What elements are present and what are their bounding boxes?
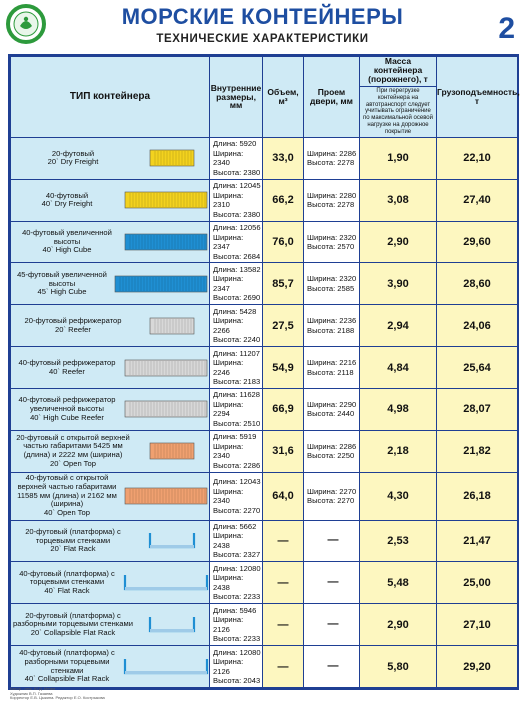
dimension-line: Высота: 2684 bbox=[213, 251, 261, 261]
table-row bbox=[11, 305, 518, 347]
container-icon bbox=[123, 230, 209, 254]
credit-line: Художник В.П. Газаева bbox=[10, 690, 53, 696]
dimension-line: Ширина: 2294 bbox=[213, 399, 244, 419]
container-name-en: 40` High Cube bbox=[42, 245, 92, 255]
container-icon bbox=[123, 188, 209, 212]
dimension-line: Ширина: 2347 bbox=[213, 232, 244, 252]
container-name-en: 20` Dry Freight bbox=[47, 157, 99, 167]
container-name-ru: 40-футовый рефрижератор bbox=[18, 357, 116, 367]
col-type-header: ТИП контейнера bbox=[11, 57, 210, 138]
credit-line: Корректор Е.В. Цыкина. Редактор Е.О. Кострыкова bbox=[10, 695, 105, 700]
container-name-en: 40` Collapsible Flat Rack bbox=[24, 674, 110, 684]
flat-rack-icon bbox=[123, 655, 209, 679]
capacity-cell: 24,06 bbox=[437, 305, 518, 347]
container-name-en: 40` Open Top bbox=[44, 508, 90, 518]
door-dimension-line: Высота: 2440 bbox=[307, 409, 355, 419]
door-dimension-line: Ширина: 2286 bbox=[307, 148, 357, 158]
dimension-line: Длина: 5946 bbox=[213, 605, 257, 615]
volume-cell: — bbox=[263, 604, 304, 646]
dimension-line: Высота: 2233 bbox=[213, 592, 261, 602]
internal-dims-cell bbox=[210, 221, 263, 263]
container-name-en: 20` Collapsible Flat Rack bbox=[30, 627, 116, 637]
container-type-cell bbox=[11, 263, 210, 305]
door-opening-cell bbox=[304, 305, 360, 347]
dimension-line: Длина: 12080 bbox=[213, 647, 261, 657]
table-row bbox=[11, 472, 518, 520]
container-name-en: 40` High Cube Reefer bbox=[30, 412, 104, 422]
internal-dims-cell bbox=[210, 263, 263, 305]
table-row bbox=[11, 562, 518, 604]
door-dimension-line: Высота: 2188 bbox=[307, 325, 355, 335]
container-type-cell bbox=[11, 221, 210, 263]
dimension-line: Длина: 5428 bbox=[213, 306, 257, 316]
dimension-line: Высота: 2286 bbox=[213, 460, 261, 470]
table-row bbox=[11, 520, 518, 562]
dimension-line: Высота: 2043 bbox=[213, 675, 261, 685]
credit-line: Автор - инж. Ю.Д. Мемм bbox=[10, 686, 56, 691]
container-type-cell bbox=[11, 388, 210, 430]
door-dimension-line: Ширина: 2320 bbox=[307, 274, 357, 284]
container-name-en: 40` Dry Freight bbox=[41, 199, 93, 209]
dimension-line: Высота: 2270 bbox=[213, 505, 261, 515]
container-name-ru: 20-футовый (платформа) с разборными торцевыми стенками bbox=[13, 610, 133, 629]
credits bbox=[10, 687, 105, 701]
container-type-cell bbox=[11, 347, 210, 389]
volume-cell: 31,6 bbox=[263, 430, 304, 472]
mass-cell: 2,53 bbox=[360, 520, 437, 562]
container-icon bbox=[123, 484, 209, 508]
dimension-line: Ширина: 2347 bbox=[213, 274, 244, 293]
door-dimension-line: Ширина: 2280 bbox=[307, 190, 357, 200]
door-opening-cell bbox=[304, 604, 360, 646]
table-row bbox=[11, 221, 518, 263]
flat-rack-icon bbox=[148, 613, 196, 637]
container-name-ru: 40-футовый увеличенной высоты bbox=[22, 227, 112, 246]
door-dimension-line: Высота: 2270 bbox=[307, 496, 355, 506]
dimension-line: Ширина: 2266 bbox=[213, 316, 244, 335]
capacity-cell: 25,64 bbox=[437, 347, 518, 389]
mass-cell: 4,98 bbox=[360, 388, 437, 430]
container-type-cell bbox=[11, 604, 210, 646]
mass-cell: 2,18 bbox=[360, 430, 437, 472]
flat-rack-icon bbox=[123, 571, 209, 595]
door-opening-cell bbox=[304, 347, 360, 389]
capacity-cell: 21,82 bbox=[437, 430, 518, 472]
container-icon bbox=[113, 272, 209, 296]
mass-cell: 3,08 bbox=[360, 179, 437, 221]
dimension-line: Длина: 11207 bbox=[213, 348, 261, 358]
mass-cell: 2,90 bbox=[360, 221, 437, 263]
dimension-line: Высота: 2690 bbox=[213, 293, 261, 303]
door-dimension-line: Ширина: 2236 bbox=[307, 316, 357, 326]
capacity-cell: 28,60 bbox=[437, 263, 518, 305]
container-name-en: 20` Reefer bbox=[55, 324, 91, 334]
mass-cell: 3,90 bbox=[360, 263, 437, 305]
volume-cell: 64,0 bbox=[263, 472, 304, 520]
volume-cell: — bbox=[263, 520, 304, 562]
door-opening-cell bbox=[304, 646, 360, 688]
internal-dims-cell bbox=[210, 388, 263, 430]
door-dimension-line: Высота: 2278 bbox=[307, 200, 355, 210]
container-name-ru: 45-футовый увеличенной высоты bbox=[17, 269, 107, 288]
dimension-line: Ширина: 2310 bbox=[213, 190, 244, 210]
internal-dims-cell bbox=[210, 305, 263, 347]
dimension-line: Ширина: 2126 bbox=[213, 657, 244, 676]
capacity-cell: 27,10 bbox=[437, 604, 518, 646]
container-name-en: 20` Open Top bbox=[50, 458, 96, 468]
volume-cell: 33,0 bbox=[263, 138, 304, 180]
containers-table-frame bbox=[8, 54, 519, 690]
dimension-line: Длина: 5662 bbox=[213, 521, 257, 531]
capacity-cell: 25,00 bbox=[437, 562, 518, 604]
page-number: 2 bbox=[498, 12, 515, 45]
dimension-line: Длина: 13582 bbox=[213, 264, 261, 274]
col-mass-header bbox=[360, 57, 437, 138]
internal-dims-cell bbox=[210, 347, 263, 389]
mass-cell: 1,90 bbox=[360, 138, 437, 180]
door-dimension-line: Высота: 2118 bbox=[307, 367, 354, 377]
door-opening-cell bbox=[304, 472, 360, 520]
internal-dims-cell bbox=[210, 472, 263, 520]
dimension-line: Ширина: 2438 bbox=[213, 573, 244, 592]
capacity-cell: 29,20 bbox=[437, 646, 518, 688]
dimension-line: Высота: 2380 bbox=[213, 209, 261, 219]
volume-cell: 66,2 bbox=[263, 179, 304, 221]
volume-cell: — bbox=[263, 646, 304, 688]
capacity-cell: 27,40 bbox=[437, 179, 518, 221]
container-type-cell bbox=[11, 562, 210, 604]
container-name-en: 45` High Cube bbox=[37, 287, 87, 297]
door-opening-cell bbox=[304, 138, 360, 180]
table-row bbox=[11, 263, 518, 305]
container-icon bbox=[148, 146, 196, 170]
col-door-header: Проем двери, мм bbox=[304, 57, 360, 138]
container-name-ru: 40-футовый (платформа) с торцевыми стенками bbox=[19, 568, 115, 587]
col-volume-header: Объем, м³ bbox=[263, 57, 304, 138]
dimension-line: Длина: 12045 bbox=[213, 181, 261, 191]
page-subtitle: ТЕХНИЧЕСКИЕ ХАРАКТЕРИСТИКИ bbox=[156, 33, 369, 45]
container-icon bbox=[148, 314, 196, 338]
capacity-cell: 22,10 bbox=[437, 138, 518, 180]
internal-dims-cell bbox=[210, 604, 263, 646]
dimension-line: Длина: 5919 bbox=[213, 432, 257, 442]
mass-header-note: При перегрузке контейнера на автотранспорт следует учитывать ограничение по максимальной осевой нагрузке на дорожное покрытие bbox=[360, 86, 436, 137]
dimension-line: Длина: 12043 bbox=[213, 477, 261, 487]
internal-dims-cell bbox=[210, 430, 263, 472]
door-dimension-line: — bbox=[327, 534, 339, 547]
door-dimension-line: Ширина: 2216 bbox=[307, 358, 357, 368]
dimension-line: Ширина: 2340 bbox=[213, 441, 244, 461]
internal-dims-cell bbox=[210, 646, 263, 688]
dimension-line: Длина: 5920 bbox=[213, 139, 257, 149]
internal-dims-cell bbox=[210, 138, 263, 180]
table-row bbox=[11, 138, 518, 180]
col-capacity-header: Грузоподъемность, т bbox=[437, 57, 518, 138]
container-name-ru: 40-футовый (платформа) с разборными торцевыми стенками bbox=[19, 648, 115, 675]
container-name-en: 40` Flat Rack bbox=[44, 586, 90, 596]
door-dimension-line: Высота: 2278 bbox=[307, 158, 355, 168]
door-opening-cell bbox=[304, 520, 360, 562]
mass-cell: 2,94 bbox=[360, 305, 437, 347]
mass-cell: 2,90 bbox=[360, 604, 437, 646]
door-dimension-line: Ширина: 2290 bbox=[307, 399, 357, 409]
dimension-line: Длина: 12056 bbox=[213, 223, 261, 233]
table-row bbox=[11, 430, 518, 472]
door-opening-cell bbox=[304, 179, 360, 221]
capacity-cell: 29,60 bbox=[437, 221, 518, 263]
container-name-ru: 20-футовый (платформа) с торцевыми стенками bbox=[25, 526, 121, 545]
dimension-line: Ширина: 2340 bbox=[213, 148, 244, 168]
containers-table bbox=[10, 56, 518, 688]
dimension-line: Высота: 2327 bbox=[213, 550, 261, 560]
container-type-cell bbox=[11, 305, 210, 347]
table-row bbox=[11, 646, 518, 688]
volume-cell: — bbox=[263, 562, 304, 604]
internal-dims-cell bbox=[210, 520, 263, 562]
table-row bbox=[11, 388, 518, 430]
container-icon bbox=[148, 439, 196, 463]
container-type-cell bbox=[11, 646, 210, 688]
door-dimension-line: Ширина: 2270 bbox=[307, 486, 357, 496]
container-name-ru: 40-футовый bbox=[45, 190, 89, 200]
door-opening-cell bbox=[304, 562, 360, 604]
volume-cell: 27,5 bbox=[263, 305, 304, 347]
door-dimension-line: — bbox=[327, 659, 339, 672]
door-opening-cell bbox=[304, 430, 360, 472]
flat-rack-icon bbox=[148, 529, 196, 553]
dimension-line: Ширина: 2126 bbox=[213, 615, 244, 634]
container-name-en: 40` Reefer bbox=[49, 366, 85, 376]
container-name-ru: 40-футовый с открытой верхней частью габаритами 11585 мм (длина) и 2162 мм (ширина) bbox=[17, 473, 117, 509]
dimension-line: Высота: 2240 bbox=[213, 335, 261, 345]
container-type-cell bbox=[11, 179, 210, 221]
page-title: МОРСКИЕ КОНТЕЙНЕРЫ bbox=[121, 4, 404, 29]
door-dimension-line: Ширина: 2320 bbox=[307, 232, 357, 242]
mass-cell: 4,84 bbox=[360, 347, 437, 389]
capacity-cell: 26,18 bbox=[437, 472, 518, 520]
internal-dims-cell bbox=[210, 562, 263, 604]
table-row bbox=[11, 347, 518, 389]
volume-cell: 66,9 bbox=[263, 388, 304, 430]
door-opening-cell bbox=[304, 221, 360, 263]
door-dimension-line: — bbox=[327, 617, 339, 630]
container-type-cell bbox=[11, 472, 210, 520]
mass-header-label: Масса контейнера (порожнего), т bbox=[368, 56, 428, 84]
table-row bbox=[11, 604, 518, 646]
container-name-ru: 40-футовый рефрижератор увеличенной высоты bbox=[18, 395, 116, 414]
volume-cell: 54,9 bbox=[263, 347, 304, 389]
dimension-line: Высота: 2233 bbox=[213, 634, 261, 644]
door-dimension-line: Ширина: 2286 bbox=[307, 441, 357, 451]
container-type-cell bbox=[11, 430, 210, 472]
capacity-cell: 28,07 bbox=[437, 388, 518, 430]
volume-cell: 85,7 bbox=[263, 263, 304, 305]
col-internal-header: Внутренние размеры, мм bbox=[210, 57, 263, 138]
dimension-line: Ширина: 2246 bbox=[213, 358, 244, 377]
container-name-ru: 20-футовый рефрижератор bbox=[24, 316, 122, 325]
dimension-line: Длина: 12080 bbox=[213, 563, 261, 573]
door-opening-cell bbox=[304, 388, 360, 430]
door-dimension-line: Высота: 2570 bbox=[307, 242, 355, 252]
door-opening-cell bbox=[304, 263, 360, 305]
volume-cell: 76,0 bbox=[263, 221, 304, 263]
dimension-line: Ширина: 2438 bbox=[213, 531, 244, 550]
container-name-ru: 20-футовый с открытой верхней частью габаритами 5425 мм (длина) и 2222 мм (ширина) bbox=[16, 432, 130, 460]
container-icon bbox=[123, 397, 209, 421]
mass-cell: 5,48 bbox=[360, 562, 437, 604]
container-name-en: 20` Flat Rack bbox=[50, 544, 96, 554]
dimension-line: Высота: 2380 bbox=[213, 167, 261, 177]
table-row bbox=[11, 179, 518, 221]
container-type-cell bbox=[11, 138, 210, 180]
mass-cell: 5,80 bbox=[360, 646, 437, 688]
dimension-line: Ширина: 2340 bbox=[213, 486, 244, 506]
capacity-cell: 21,47 bbox=[437, 520, 518, 562]
internal-dims-cell bbox=[210, 179, 263, 221]
dimension-line: Длина: 11628 bbox=[213, 390, 261, 400]
dimension-line: Высота: 2183 bbox=[213, 377, 261, 387]
header-row bbox=[11, 57, 518, 138]
container-type-cell bbox=[11, 520, 210, 562]
door-dimension-line: Высота: 2250 bbox=[307, 451, 355, 461]
mass-cell: 4,30 bbox=[360, 472, 437, 520]
container-name-ru: 20-футовый bbox=[51, 148, 95, 158]
door-dimension-line: Высота: 2585 bbox=[307, 283, 355, 293]
dimension-line: Высота: 2510 bbox=[213, 418, 261, 428]
container-icon bbox=[123, 356, 209, 380]
door-dimension-line: — bbox=[327, 575, 339, 588]
